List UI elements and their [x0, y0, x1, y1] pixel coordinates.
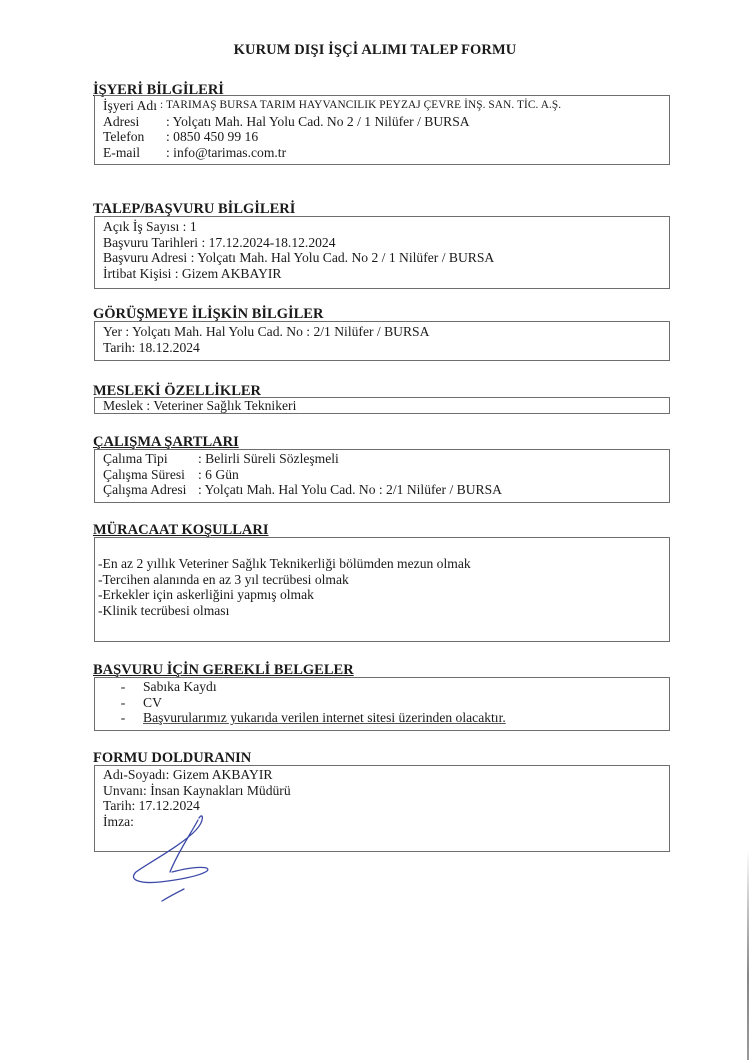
- calisma-row-type: [95, 451, 669, 467]
- bullet-dash: -: [120, 710, 126, 726]
- muracaat-condition: -Klinik tecrübesi olması: [98, 602, 230, 618]
- isyeri-email-label: E-mail: [103, 144, 140, 160]
- calisma-duration-label: Çalışma Süresi: [103, 466, 185, 482]
- meslek-box: [94, 397, 670, 414]
- calisma-row-duration: [95, 467, 669, 483]
- muracaat-condition: -En az 2 yıllık Veteriner Sağlık Teknikerliği bölümden mezun olmak: [98, 556, 471, 571]
- muracaat-condition: -Tercihen alanında en az 3 yıl tecrübesi olmak: [98, 571, 349, 587]
- dolduran-signature-label: İmza:: [103, 813, 134, 829]
- bullet-dash: -: [120, 679, 126, 694]
- section-heading-dolduran: FORMU DOLDURANIN: [93, 750, 252, 766]
- dolduran-box: [94, 765, 670, 852]
- isyeri-row-name: [95, 98, 669, 114]
- calisma-row-address: [95, 482, 669, 498]
- belgeler-box: [94, 677, 670, 731]
- talep-open-positions: Açık İş Sayısı : 1: [103, 219, 197, 234]
- section-heading-belgeler: BAŞVURU İÇİN GEREKLİ BELGELER: [93, 662, 354, 678]
- talep-address: Başvuru Adresi : Yolçatı Mah. Hal Yolu Cad. No 2 / 1 Nilüfer / BURSA: [103, 250, 495, 266]
- section-heading-talep: TALEP/BAŞVURU BİLGİLERİ: [93, 201, 296, 217]
- dolduran-date: Tarih: 17.12.2024: [103, 798, 200, 814]
- isyeri-address-value: : Yolçatı Mah. Hal Yolu Cad. No 2 / 1 Nilüfer / BURSA: [166, 113, 470, 129]
- bullet-dash: -: [120, 694, 126, 710]
- belge-item-text: Sabıka Kaydı: [143, 679, 217, 694]
- talep-contact: İrtibat Kişisi : Gizem AKBAYIR: [103, 265, 282, 281]
- calisma-duration-value: : 6 Gün: [198, 466, 239, 482]
- calisma-type-value: : Belirli Süreli Sözleşmeli: [198, 451, 339, 466]
- calisma-address-value: : Yolçatı Mah. Hal Yolu Cad. No : 2/1 Nilüfer / BURSA: [198, 482, 502, 498]
- calisma-address-label: Çalışma Adresi: [103, 482, 187, 498]
- section-heading-gorusme: GÖRÜŞMEYE İLİŞKİN BİLGİLER: [93, 306, 324, 322]
- belge-item: [95, 679, 669, 695]
- section-heading-calisma: ÇALIŞMA ŞARTLARI: [93, 434, 239, 450]
- belge-item: [95, 695, 669, 711]
- isyeri-email-value[interactable]: : info@tarimas.com.tr: [166, 144, 287, 160]
- isyeri-box: [94, 95, 670, 165]
- isyeri-name-label: İşyeri Adı: [103, 98, 157, 113]
- calisma-type-label: Çalıma Tipi: [103, 451, 168, 466]
- muracaat-condition: -Erkekler için askerliğini yapmış olmak: [98, 587, 314, 603]
- talep-box: [94, 216, 670, 289]
- isyeri-row-email: [95, 145, 669, 161]
- isyeri-row-address: [95, 114, 669, 130]
- gorusme-location: Yer : Yolçatı Mah. Hal Yolu Cad. No : 2/1 Nilüfer / BURSA: [103, 324, 430, 339]
- belge-item-text: CV: [143, 694, 162, 710]
- belge-item: [95, 710, 669, 726]
- isyeri-row-phone: [95, 129, 669, 145]
- muracaat-box: [94, 537, 670, 642]
- isyeri-phone-value: : 0850 450 99 16: [166, 129, 259, 145]
- calisma-box: [94, 449, 670, 503]
- belge-item-text: Başvurularımız yukarıda verilen internet sitesi üzerinden olacaktır.: [143, 710, 506, 726]
- dolduran-name: Adı-Soyadı: Gizem AKBAYIR: [103, 767, 273, 782]
- section-heading-meslek: MESLEKİ ÖZELLİKLER: [93, 383, 262, 399]
- section-heading-muracaat: MÜRACAAT KOŞULLARI: [93, 522, 269, 538]
- section-heading-isyeri: İŞYERİ BİLGİLERİ: [93, 82, 224, 98]
- meslek-profession: Meslek : Veteriner Sağlık Teknikeri: [103, 398, 297, 413]
- talep-dates: Başvuru Tarihleri : 17.12.2024-18.12.2024: [103, 234, 336, 250]
- dolduran-title: Unvanı: İnsan Kaynakları Müdürü: [103, 782, 291, 798]
- gorusme-box: [94, 321, 670, 361]
- gorusme-date: Tarih: 18.12.2024: [103, 339, 200, 355]
- isyeri-phone-label: Telefon: [103, 129, 145, 145]
- scan-edge: [747, 850, 749, 1060]
- form-title: KURUM DIŞI İŞÇİ ALIMI TALEP FORMU: [233, 42, 517, 58]
- isyeri-name-value: : TARIMAŞ BURSA TARIM HAYVANCILIK PEYZAJ ÇEVRE İNŞ. SAN. TİC. A.Ş.: [160, 99, 562, 111]
- isyeri-address-label: Adresi: [103, 113, 140, 129]
